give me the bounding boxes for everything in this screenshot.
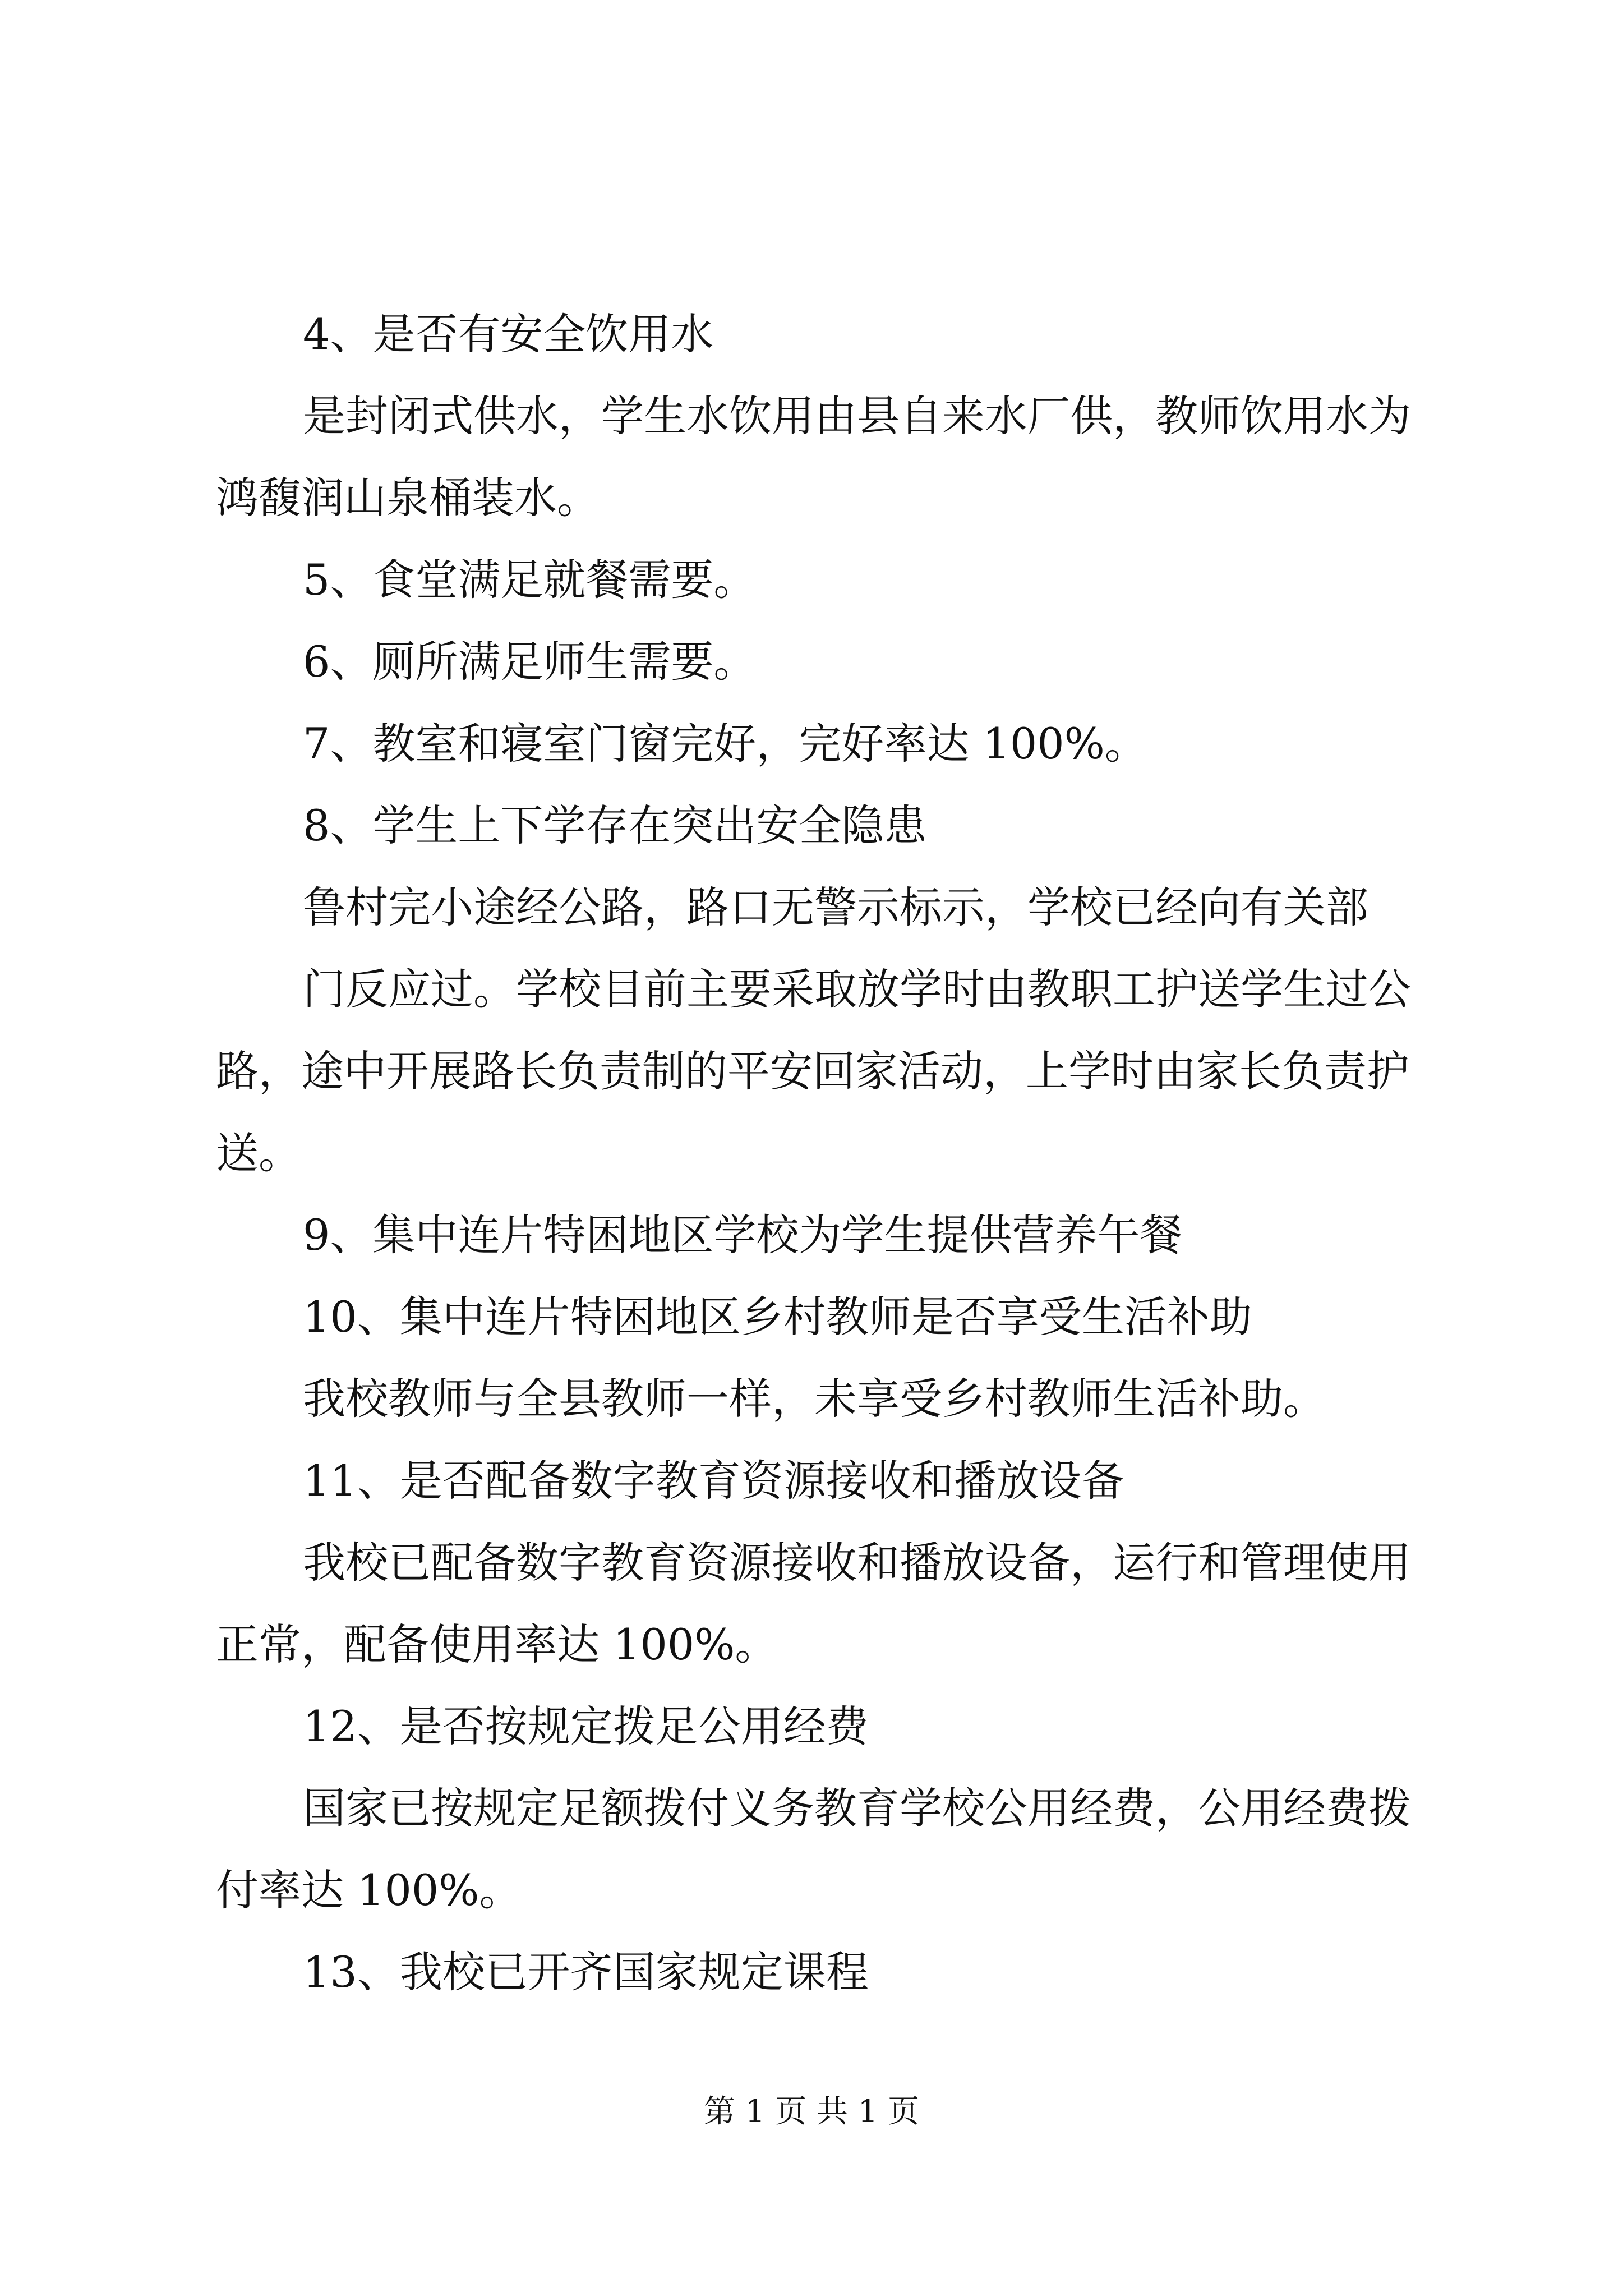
document-line: 国家已按规定足额拨付义务教育学校公用经费，公用经费拨 <box>303 1783 1411 1833</box>
document-line: 正常，配备使用率达 100%。 <box>216 1619 778 1669</box>
document-line: 10、集中连片特困地区乡村教师是否享受生活补助 <box>303 1292 1252 1342</box>
document-line: 6、厕所满足师生需要。 <box>303 637 757 687</box>
document-line: 13、我校已开齐国家规定课程 <box>303 1947 869 1997</box>
document-line: 付率达 100%。 <box>216 1865 522 1915</box>
document-line: 12、是否按规定拨足公用经费 <box>303 1701 869 1751</box>
document-line: 是封闭式供水，学生水饮用由县自来水厂供，教师饮用水为 <box>303 391 1411 441</box>
document-line: 我校已配备数字教育资源接收和播放设备，运行和管理使用 <box>303 1538 1411 1588</box>
document-line: 5、食堂满足就餐需要。 <box>303 555 757 605</box>
document-line: 鸿馥润山泉桶装水。 <box>216 473 600 523</box>
document-line: 4、是否有安全饮用水 <box>303 309 714 359</box>
document-line: 送。 <box>216 1128 301 1178</box>
document-line: 路，途中开展路长负责制的平安回家活动，上学时由家长负责护 <box>216 1046 1409 1096</box>
document-line: 8、学生上下学存在突出安全隐患 <box>303 800 927 850</box>
document-line: 11、是否配备数字教育资源接收和播放设备 <box>303 1456 1124 1506</box>
document-line: 鲁村完小途经公路，路口无警示标示，学校已经向有关部 <box>303 882 1368 932</box>
document-line: 7、教室和寝室门窗完好，完好率达 100%。 <box>303 719 1147 769</box>
document-line: 我校教师与全县教师一样，未享受乡村教师生活补助。 <box>303 1374 1326 1424</box>
page-number-footer: 第 1 页 共 1 页 <box>703 2093 920 2130</box>
document-line: 9、集中连片特困地区学校为学生提供营养午餐 <box>303 1210 1183 1260</box>
document-line: 门反应过。学校目前主要采取放学时由教职工护送学生过公 <box>303 964 1411 1014</box>
